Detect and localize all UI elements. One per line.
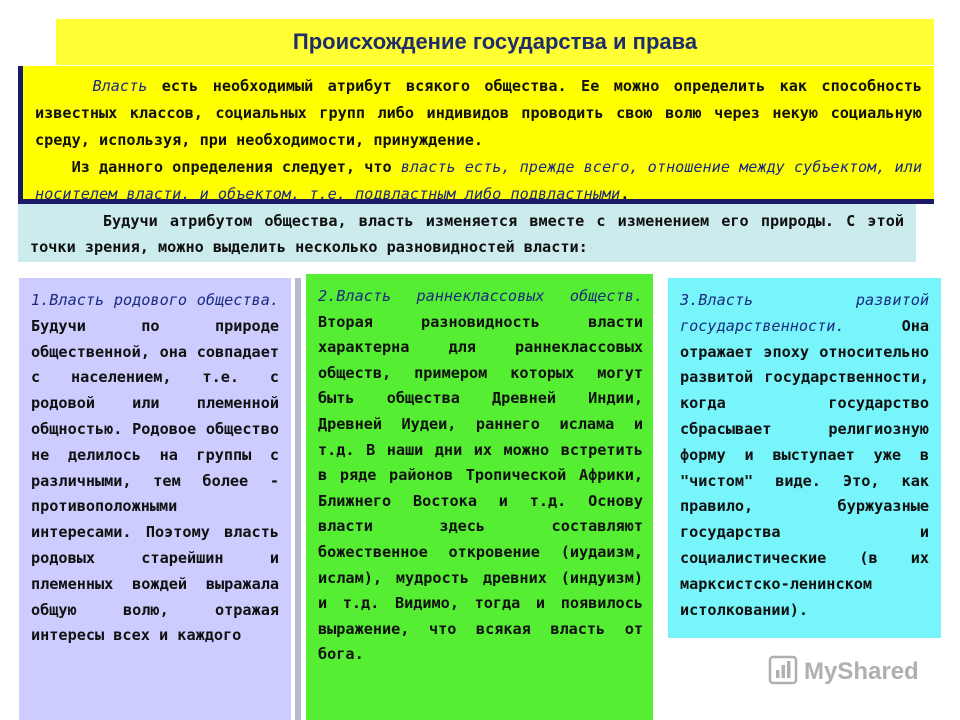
card-1-text: Будучи по природе общественной, она совпадает с населением, т.е. с родовой или племенной общностью. Родовое общество не делилось на группы с различными, тем более - противоположными интересами. Поэтому власть родовых старейшин и племенных вождей выражала общую волю, отражая интересы всех и каждого [31,316,279,645]
definition-text: есть необходимый атрибут всякого общества. Ее можно определить как способность известных классов, социальных групп либо индивидов проводить свою волю через некую социальную среду, используя, при необходимости, принуждение. [35,77,922,149]
definition-box [18,66,934,204]
page-title: Происхождение государства и права [292,29,698,54]
card-3-heading: 3.Власть развитой государственности. [680,291,929,335]
power-type-card-3 [668,278,941,638]
myshared-watermark [768,656,919,688]
card-1-heading: 1.Власть родового общества. [31,291,279,309]
definition-term: Власть [92,77,148,95]
myshared-logo-icon [768,655,798,690]
card-2-heading: 2.Власть раннеклассовых обществ. [318,287,643,305]
attribute-text: Будучи атрибутом общества, власть изменяется вместе с изменением его природы. С этой точки зрения, можно выделить несколько разновидностей власти: [30,212,904,256]
definition-conclusion-lead: Из данного определения следует, что [71,158,401,176]
definition-paragraph-2 [35,154,922,208]
card-1-shadow [295,278,301,720]
power-type-card-2 [306,274,653,720]
definition-conclusion-end: . [620,185,630,203]
title-banner [56,19,934,65]
power-type-card-1 [19,278,291,720]
card-2-text: Вторая разновидность власти характерна для раннеклассовых обществ, примером которых могут быть общества Древней Индии, Древней Иудеи, раннего ислама и т.д. В наши дни их можно встретить в ряде районов Тропической Африки, Ближнего Востока и т.д. Основу власти здесь составляют божественное откровение (иудаизм, ислам), мудрость древних (индуизм) и т.д. Видимо, тогда и появилось выражение, что всякая власть от бога. [318,312,643,664]
watermark-text: MyShared [804,658,919,685]
attribute-box [18,204,916,262]
definition-paragraph-1 [35,73,922,154]
card-3-text: Она отражает эпоху относительно развитой государственности, когда государство сбрасывает религиозную форму и выступает уже в "чистом" виде. Это, как правило, буржуазные государства и социалистические (в их марксистско-ленинском истолковании). [680,316,929,619]
definition-conclusion-italic: власть есть, прежде всего, отношение между субъектом, или носителем власти, и объектом, т.е. подвластным либо подвластными [35,158,922,203]
